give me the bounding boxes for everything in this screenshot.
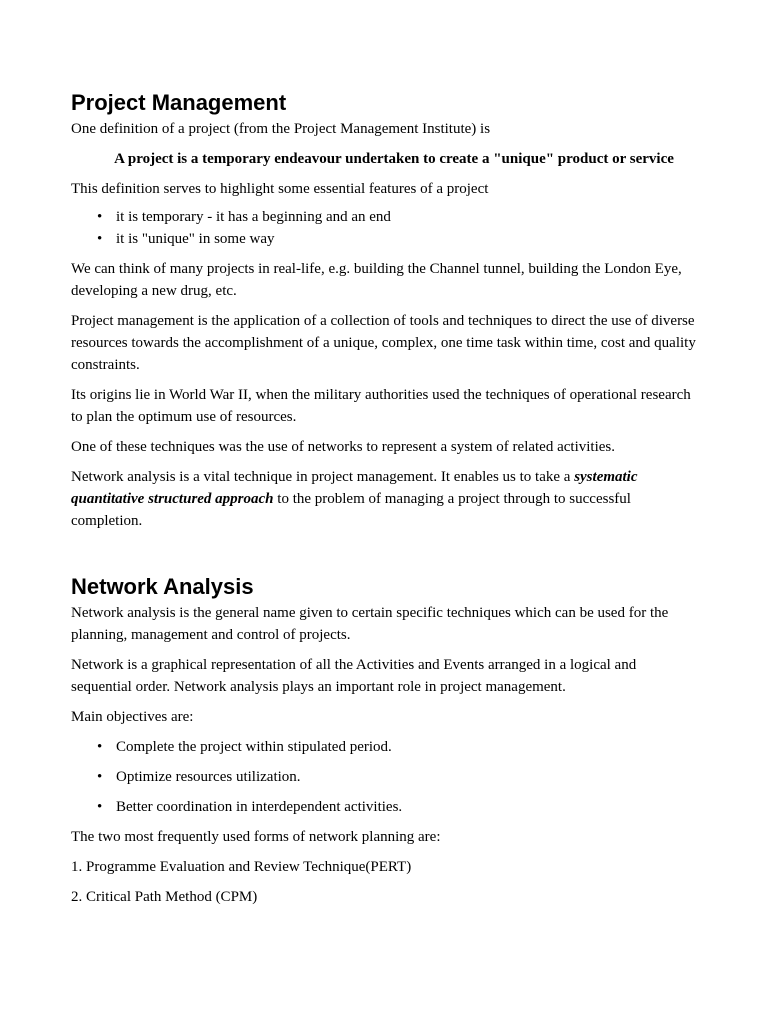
heading-network-analysis: Network Analysis [71, 574, 254, 599]
paragraph-networks: One of these techniques was the use of networks to represent a system of related activities. [71, 439, 615, 455]
list-item [71, 206, 699, 228]
list-item [71, 766, 699, 788]
definition-quote: A project is a temporary endeavour undertaken to create a "unique" product or service [114, 151, 674, 167]
paragraph-vital-technique [71, 466, 699, 532]
paragraph-origins: Its origins lie in World War II, when the military authorities used the techniques of operational research to plan the optimum use of resources. [71, 387, 691, 425]
list-item-text: Better coordination in interdependent activities. [116, 799, 403, 815]
document-content [71, 88, 699, 908]
paragraph-general: Network analysis is the general name given to certain specific techniques which can be used for the planning, management and control of projects. [71, 605, 669, 643]
bullet-icon: • [97, 209, 103, 225]
form-item-pert: 1. Programme Evaluation and Review Technique(PERT) [71, 859, 412, 875]
list-item-text: it is "unique" in some way [116, 231, 275, 247]
network-analysis-section [71, 572, 699, 908]
paragraph-examples: We can think of many projects in real-life, e.g. building the Channel tunnel, building the London Eye, developing a new drug, etc. [71, 261, 682, 299]
form-item-cpm: 2. Critical Path Method (CPM) [71, 889, 258, 905]
paragraph-objectives-intro: Main objectives are: [71, 709, 194, 725]
paragraph-graphical: Network is a graphical representation of all the Activities and Events arranged in a logical and sequential order. Network analysis plays an important role in project management. [71, 657, 637, 695]
bullet-icon: • [97, 769, 103, 785]
paragraph-definition: Project management is the application of a collection of tools and techniques to direct the use of diverse resources towards the accomplishment of a unique, complex, one time task within time, cost and quality constraints. [71, 313, 696, 373]
bullet-icon: • [97, 739, 103, 755]
vital-emphasis: systematic quantitative structured approach [71, 469, 638, 507]
paragraph-forms-intro: The two most frequently used forms of network planning are: [71, 829, 441, 845]
heading-project-management: Project Management [71, 90, 287, 115]
vital-text-start: Network analysis is a vital technique in project management. It enables us to take a [71, 469, 575, 485]
list-item [71, 796, 699, 818]
vital-text-end: to the problem of managing a project through to successful completion. [71, 491, 631, 529]
bullet-icon: • [97, 799, 103, 815]
list-item-text: it is temporary - it has a beginning and an end [116, 209, 391, 225]
list-item [71, 228, 699, 250]
paragraph-features-intro: This definition serves to highlight some essential features of a project [71, 181, 489, 197]
objectives-list [71, 736, 699, 818]
list-item-text: Complete the project within stipulated period. [116, 739, 392, 755]
features-list [71, 206, 699, 250]
list-item [71, 736, 699, 758]
list-item-text: Optimize resources utilization. [116, 769, 301, 785]
bullet-icon: • [97, 231, 103, 247]
paragraph-intro: One definition of a project (from the Project Management Institute) is [71, 121, 491, 137]
